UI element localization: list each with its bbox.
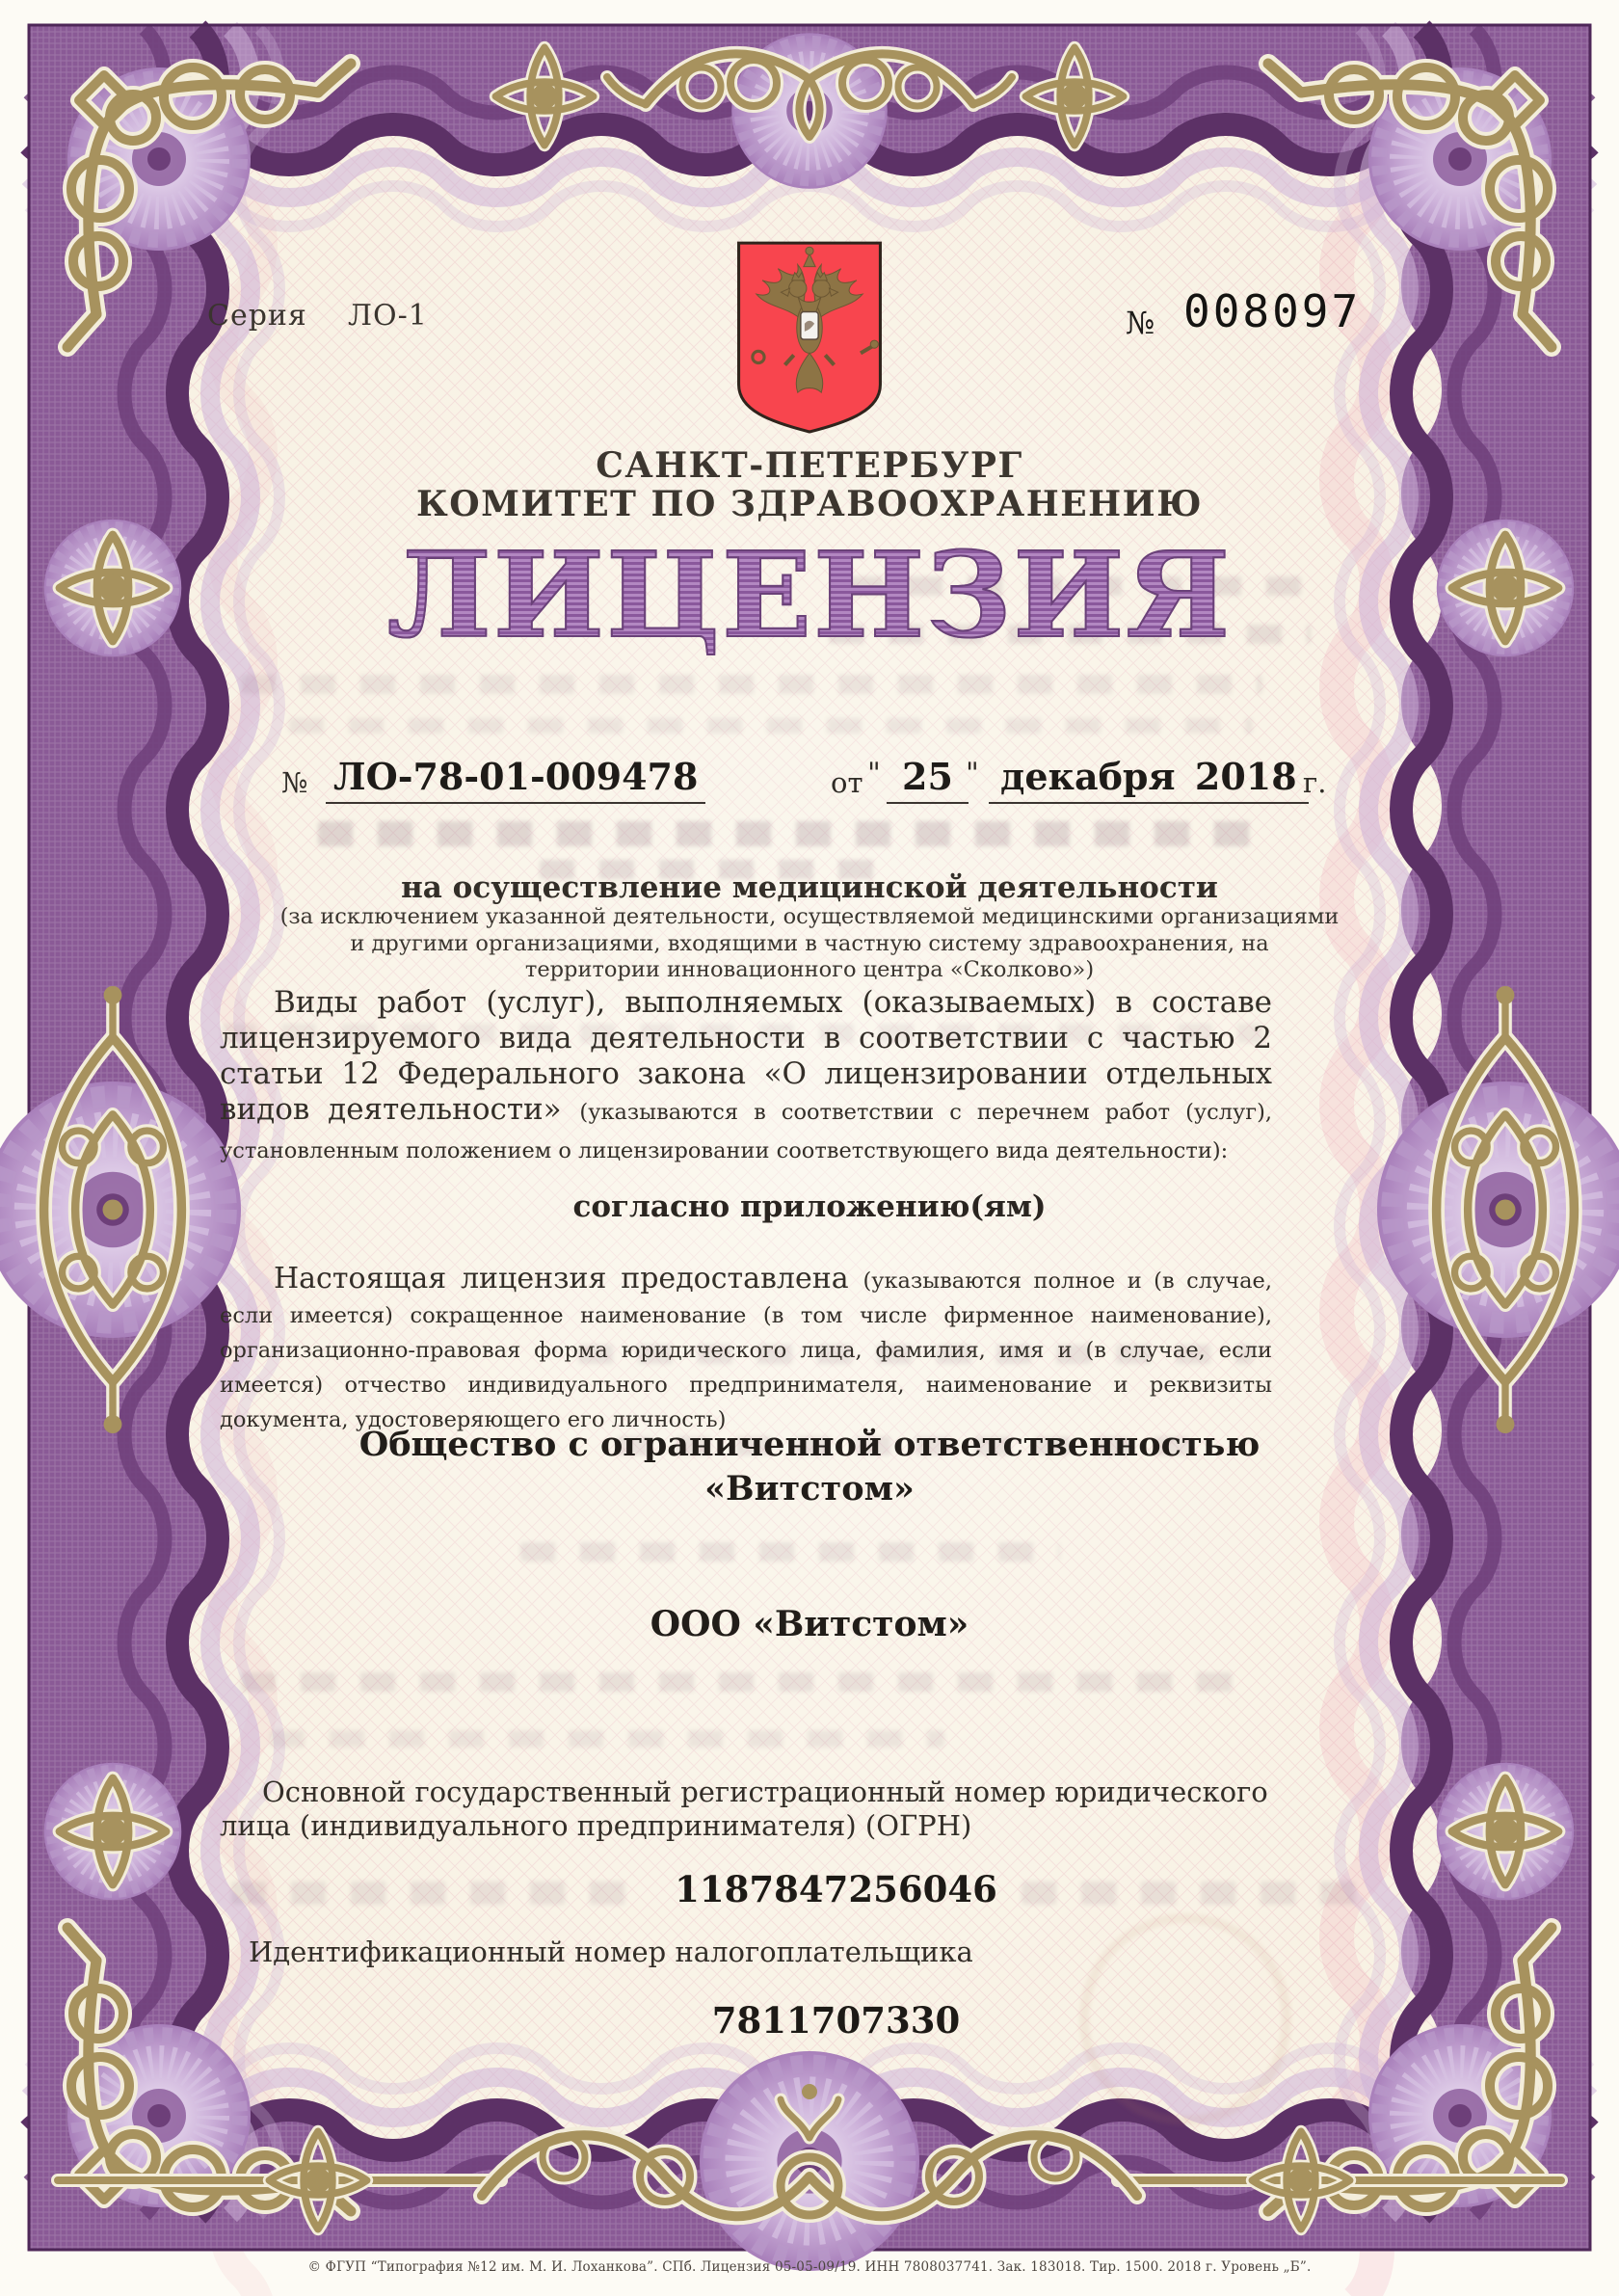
- ogrn-label: Основной государственный регистрационный номер юридического лица (индивидуального предпринимателя) (ОГРН): [220, 1775, 1268, 1842]
- issuing-committee: КОМИТЕТ ПО ЗДРАВООХРАНЕНИЮ: [415, 484, 1204, 524]
- date-open-quote: ": [867, 757, 881, 790]
- date-year: 2018: [1194, 755, 1297, 798]
- date-month: декабря: [1000, 755, 1176, 798]
- grantee-paragraph: [220, 1263, 1272, 1436]
- inn-label: Идентификационный номер налогоплательщика: [249, 1936, 973, 1968]
- form-number: [1126, 305, 1155, 341]
- grantee-note: (указываются полное и (в случае, если имеется) сокращенное наименование (в том числе фирменное наименование), организационно-правовая форма юридического лица, фамилия, имя и (в случае, если имеется) отчество индивидуального предпринимателя, наименование и реквизиты документа, удостоверяющего его личность): [220, 1268, 1272, 1432]
- date-month-year: [989, 755, 1309, 804]
- date-day: 25: [887, 755, 969, 804]
- form-number-value: 008097: [1183, 285, 1362, 337]
- grantee-lead: Настоящая лицензия предоставлена: [274, 1262, 863, 1295]
- grantee-full-name-line2: «Витстом»: [704, 1469, 915, 1508]
- grantee-full-name-line1: Общество с ограниченной ответственностью: [358, 1425, 1261, 1464]
- license-number-value: ЛО-78-01-009478: [326, 755, 705, 804]
- date-from-label: от: [831, 766, 863, 799]
- inn-value: 7811707330: [711, 1999, 961, 2042]
- series-line: [207, 299, 428, 333]
- series-value: ЛО-1: [348, 299, 428, 333]
- series-label: Серия: [207, 299, 307, 333]
- works-lead: Виды работ (услуг), выполняемых (оказываемых) в составе лицензируемого вида деятельности в соответствии с частью 2 статьи 12 Федерального закона «О лицензировании отдельных видов деятельности»: [220, 985, 1272, 1127]
- coat-of-arms: [729, 237, 890, 434]
- date-year-suffix: г.: [1303, 766, 1327, 799]
- grantee-short-name: ООО «Витстом»: [650, 1604, 969, 1644]
- works-paragraph: [220, 985, 1272, 1169]
- date-close-quote: ": [966, 757, 979, 790]
- issuing-city: САНКТ-ПЕТЕРБУРГ: [596, 445, 1023, 486]
- activity-exception-note: (за исключением указанной деятельности, осуществляемой медицинскими организациями и другими организациями, входящими в частную систему здравоохранения, на территории инновационного центра «Сколково»): [279, 904, 1340, 982]
- ogrn-value: 1187847256046: [675, 1868, 997, 1910]
- license-no-sign: №: [281, 766, 308, 799]
- form-number-sign: №: [1126, 305, 1155, 341]
- activity-heading: на осуществление медицинской деятельности: [401, 870, 1218, 905]
- printer-imprint: © ФГУП “Типография №12 им. М. И. Лоханкова”. СПб. Лицензия 05-05-09/19. ИНН 7808037741. Зак. 183018. Тир. 1500. 2018 г. Уровень „Б”.: [307, 2259, 1312, 2275]
- document-title: ЛИЦЕНЗИЯ: [0, 536, 1619, 654]
- works-note: (указываются в соответствии с перечнем работ (услуг), установленным положением о лицензировании соответствующего вида деятельности):: [220, 1100, 1273, 1163]
- works-value: согласно приложению(ям): [572, 1189, 1047, 1224]
